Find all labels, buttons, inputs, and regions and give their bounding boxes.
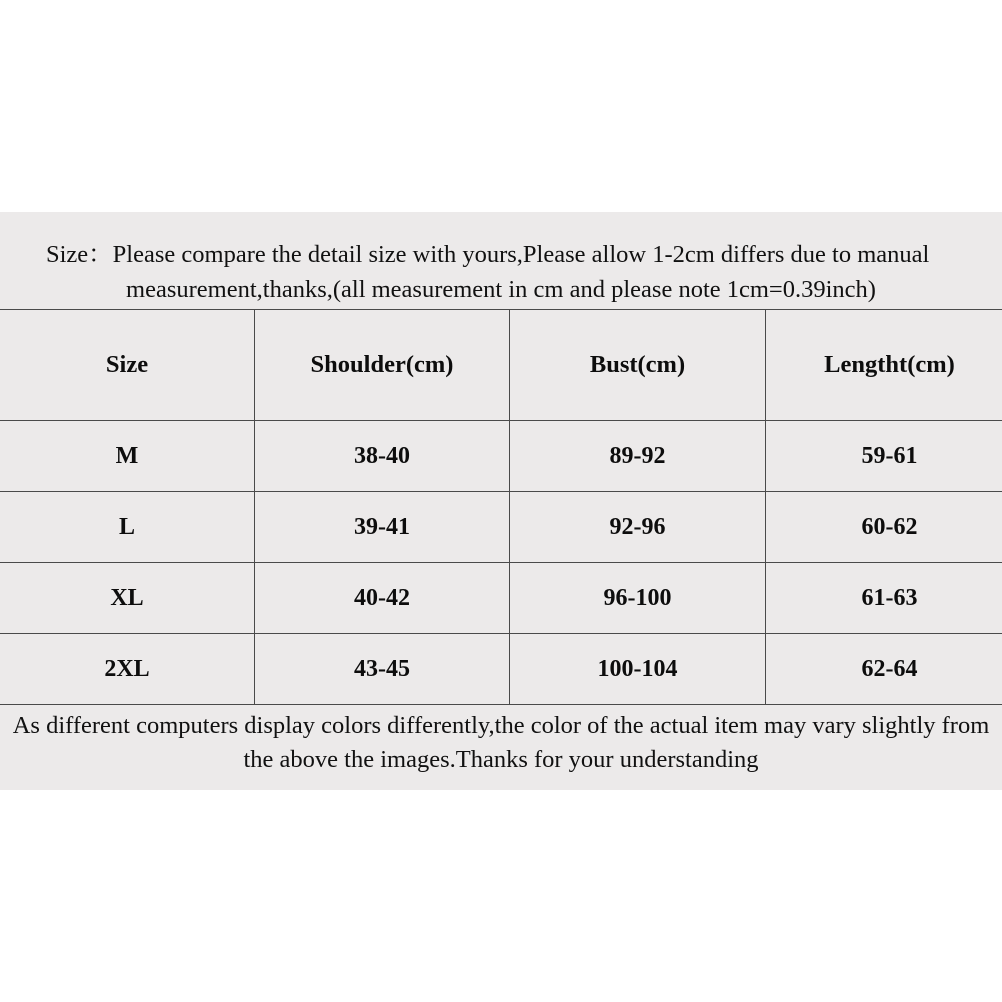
size-chart-panel (0, 212, 1002, 790)
column-header-shoulder: Shoulder(cm) (255, 310, 510, 421)
cell-length: 60-62 (766, 492, 1002, 563)
color-disclaimer-line-2: the above the images.Thanks for your understanding (243, 746, 759, 774)
cell-shoulder: 38-40 (255, 421, 510, 492)
cell-shoulder: 40-42 (255, 563, 510, 634)
measurement-note-line-2: measurement,thanks,(all measurement in cm and please note 1cm=0.39inch) (126, 275, 876, 303)
cell-bust: 96-100 (510, 563, 766, 634)
measurement-note-line-1: Size：Please compare the detail size with yours,Please allow 1-2cm differs due to manual (46, 241, 930, 268)
cell-size: XL (0, 563, 255, 634)
cell-bust: 89-92 (510, 421, 766, 492)
cell-length: 59-61 (766, 421, 1002, 492)
cell-length: 61-63 (766, 563, 1002, 634)
cell-bust: 100-104 (510, 634, 766, 705)
column-header-size: Size (0, 310, 255, 421)
cell-length: 62-64 (766, 634, 1002, 705)
cell-size: 2XL (0, 634, 255, 705)
table-header-row (0, 310, 1002, 421)
cell-shoulder: 43-45 (255, 634, 510, 705)
color-disclaimer-line-1: As different computers display colors differently,the color of the actual item may vary slightly from (12, 712, 990, 739)
table-row (0, 492, 1002, 563)
measurement-note (0, 212, 1002, 308)
table-row (0, 563, 1002, 634)
color-disclaimer (0, 699, 1002, 778)
column-header-bust: Bust(cm) (510, 310, 766, 421)
cell-bust: 92-96 (510, 492, 766, 563)
table-row (0, 421, 1002, 492)
column-header-length: Lengtht(cm) (766, 310, 1002, 421)
cell-size: L (0, 492, 255, 563)
cell-size: M (0, 421, 255, 492)
size-chart-table (0, 309, 1002, 705)
table-row (0, 634, 1002, 705)
cell-shoulder: 39-41 (255, 492, 510, 563)
